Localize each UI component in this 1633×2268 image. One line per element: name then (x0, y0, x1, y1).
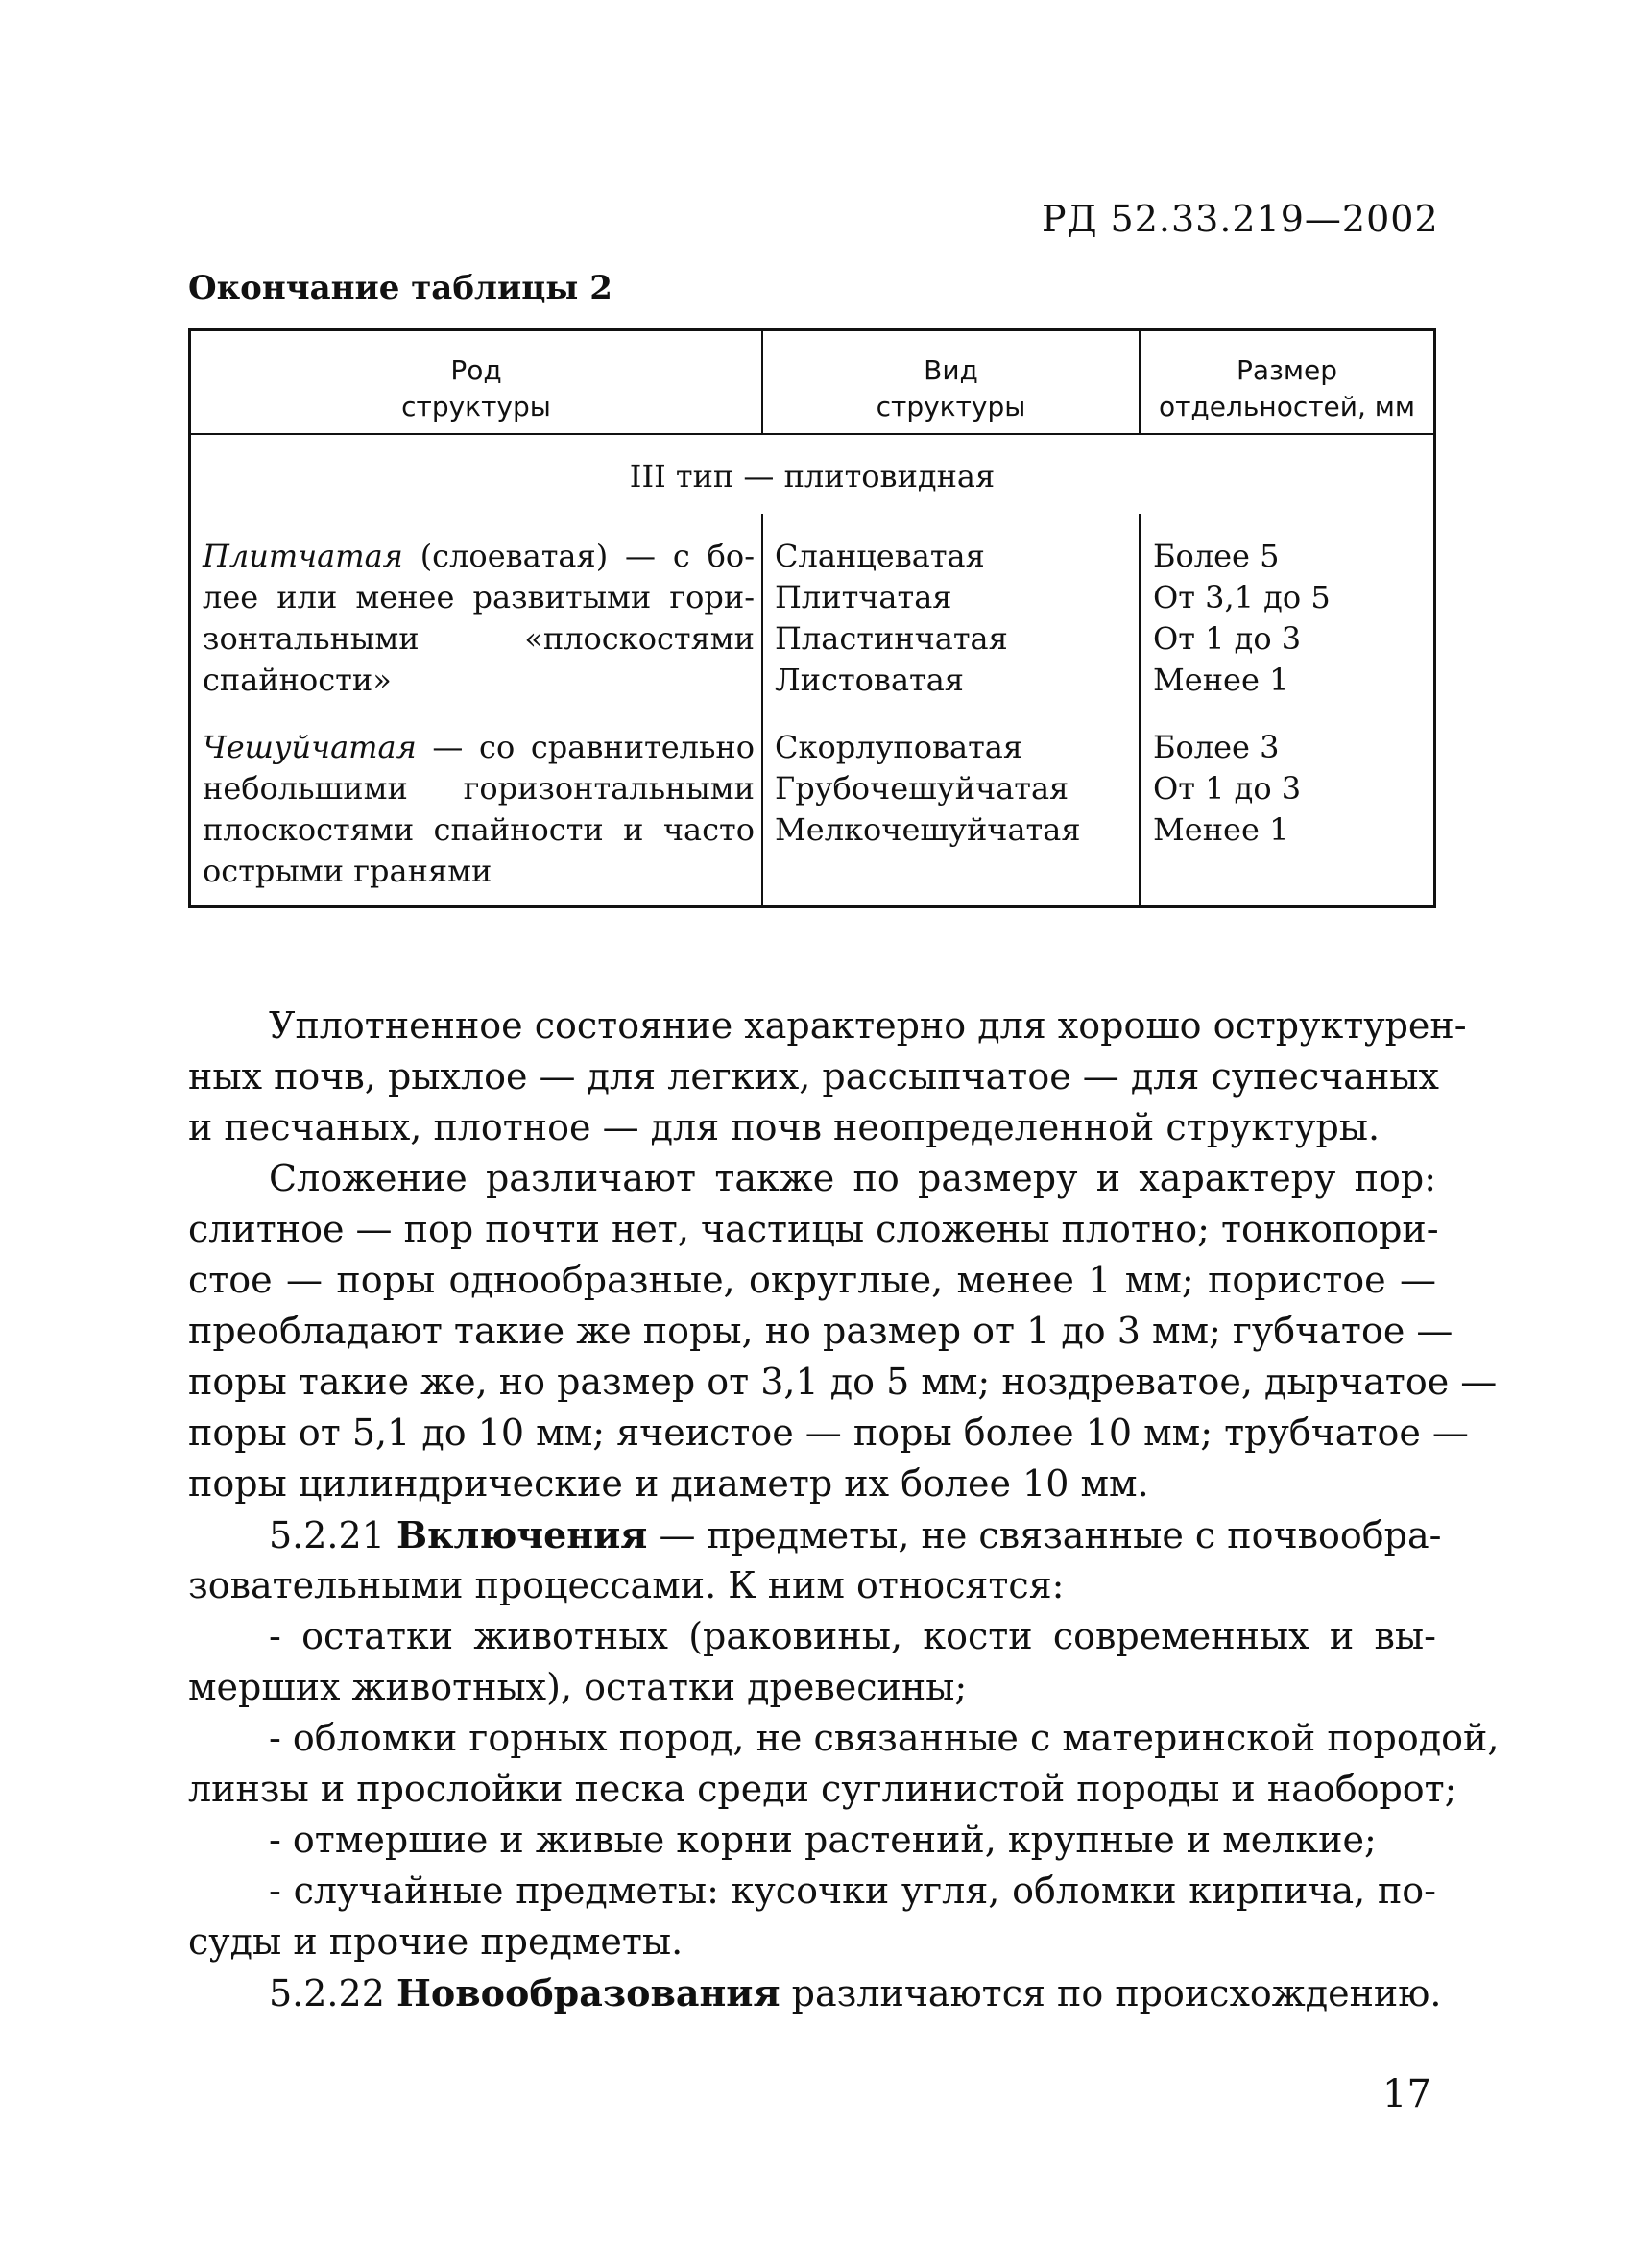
list-item: - обломки горных пород, не связанные с материнской породой, (269, 1717, 1500, 1759)
clause-5-2-22: 5.2.22 Новообразования различаются по происхождению. (269, 1971, 1442, 2015)
paragraph-line: ных почв, рыхлое — для легких, рассыпчатое — для супесчаных (188, 1055, 1439, 1098)
list-item: - отмершие и живые корни растений, крупные и мелкие; (269, 1819, 1377, 1861)
table-caption: Окончание таблицы 2 (188, 269, 612, 307)
page-number: 17 (1382, 2072, 1431, 2116)
header-divider (191, 433, 1433, 435)
list-item: линзы и прослойки песка среди суглинистой породы и наоборот; (188, 1768, 1457, 1810)
paragraph-line: поры от 5,1 до 10 мм; ячеистое — поры более 10 мм; трубчатое — (188, 1411, 1469, 1454)
clause-term: Включения (396, 1513, 648, 1556)
paragraph-line: поры цилиндрические и диаметр их более 10 мм. (188, 1462, 1149, 1505)
list-item: - случайные предметы: кусочки угля, обломки кирпича, по- (269, 1870, 1436, 1912)
column-header-genus: Род структуры (401, 354, 551, 422)
paragraph-line: поры такие же, но размер от 3,1 до 5 мм; ноздреватое, дырчатое — (188, 1361, 1498, 1403)
paragraph-line: зовательными процессами. К ним относятся: (188, 1564, 1065, 1606)
table-row-desc: Чешуйчатая — со сравнительно небольшими горизонтальными плоскостями спайности и часто острыми гранями (203, 729, 755, 889)
paragraph-line: и песчаных, плотное — для почв неопределенной структуры. (188, 1106, 1381, 1148)
group-title: III тип — плитовидная (629, 458, 996, 495)
table-row-kinds: Скорлуповатая Грубочешуйчатая Мелкочешуйчатая (775, 729, 1081, 848)
paragraph-line: Сложение различают также по размеру и характеру пор: (269, 1157, 1436, 1199)
clause-5-2-21: 5.2.21 Включения — предметы, не связанные с почвообра- (269, 1513, 1442, 1556)
table-row-sizes: Более 5 От 3,1 до 5 От 1 до 3 Менее 1 (1153, 538, 1331, 698)
paragraph-line: стое — поры однообразные, округлые, менее 1 мм; пористое — (188, 1259, 1436, 1301)
column-divider (761, 514, 763, 905)
structure-table (188, 328, 1436, 908)
column-header-size: Размер отдельностей, мм (1158, 354, 1416, 422)
table-row-sizes: Более 3 От 1 до 3 Менее 1 (1153, 729, 1302, 848)
clause-term: Новообразования (396, 1971, 780, 2015)
paragraph-line: Уплотненное состояние характерно для хорошо оструктурен- (269, 1004, 1467, 1047)
column-header-kind: Вид структуры (876, 354, 1026, 422)
list-item: суды и прочие предметы. (188, 1920, 684, 1963)
list-item: - остатки животных (раковины, кости современных и вы- (269, 1615, 1436, 1657)
paragraph-line: преобладают такие же поры, но размер от 1 до 3 мм; губчатое — (188, 1310, 1453, 1352)
list-item: мерших животных), остатки древесины; (188, 1666, 968, 1708)
paragraph-line: слитное — пор почти нет, частицы сложены плотно; тонкопори- (188, 1208, 1439, 1250)
body-text (188, 1001, 1500, 2018)
table-row-desc: Плитчатая (слоеватая) — с бо- лее или менее развитыми гори- зонтальными «плоскостями спайности» (203, 538, 756, 698)
document-code: РД 52.33.219—2002 (1042, 198, 1439, 240)
table-row-kinds: Сланцеватая Плитчатая Пластинчатая Листоватая (775, 538, 1008, 698)
